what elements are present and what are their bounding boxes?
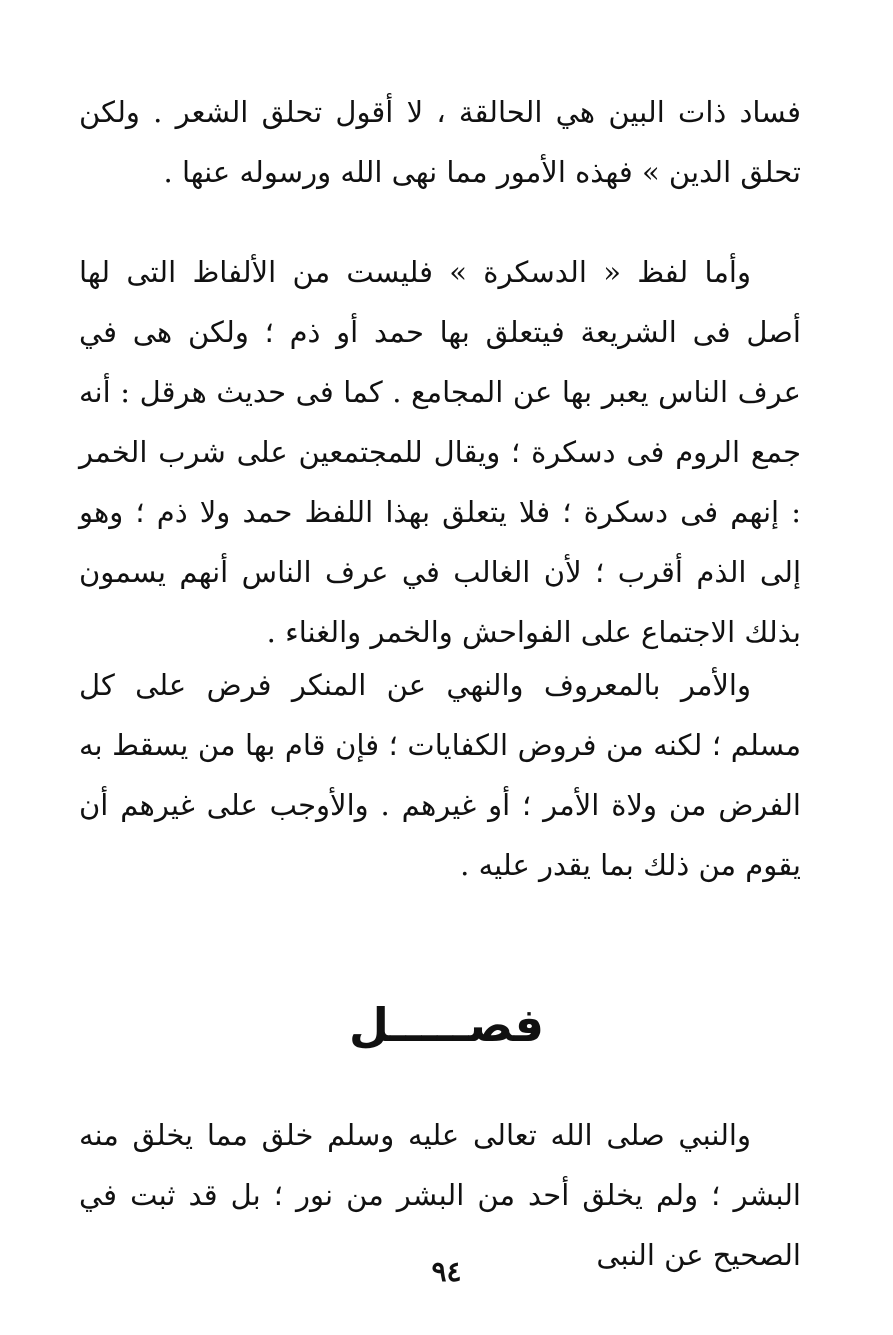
- paragraph-enjoining-good: والأمر بالمعروف والنهي عن المنكر فرض على كل مسلم ؛ لكنه من فروض الكفايات ؛ فإن قام بها من يسقط به الفرض من ولاة الأمر ؛ أو غيرهم . والأوجب على غيرهم أن يقوم من ذلك بما يقدر عليه .: [79, 668, 801, 882]
- paragraph-corruption-of-relations: فساد ذات البين هي الحالقة ، لا أقول تحلق الشعر . ولكن تحلق الدين » فهذه الأمور مما نهى الله ورسوله عنها .: [79, 95, 801, 189]
- page-number: ٩٤: [431, 1255, 462, 1288]
- paragraph-prophet-creation: والنبي صلى الله تعالى عليه وسلم خلق مما يخلق منه البشر ؛ ولم يخلق أحد من البشر من نور ؛ بل قد ثبت في الصحيح عن النبى: [79, 1118, 801, 1272]
- section-heading: فصـــــل: [348, 998, 545, 1052]
- paragraph-dasKara-term: وأما لفظ « الدسكرة » فليست من الألفاظ التى لها أصل فى الشريعة فيتعلق بها حمد أو ذم ؛ ولكن هى في عرف الناس يعبر بها عن المجامع . كما فى حديث هرقل : أنه جمع الروم فى دسكرة ؛ ويقال للمجتمعين على شرب الخمر : إنهم فى دسكرة ؛ فلا يتعلق بهذا اللفظ حمد ولا ذم ؛ وهو إلى الذم أقرب ؛ لأن الغالب في عرف الناس أنهم يسمون بذلك الاجتماع على الفواحش والخمر والغناء .: [79, 255, 802, 649]
